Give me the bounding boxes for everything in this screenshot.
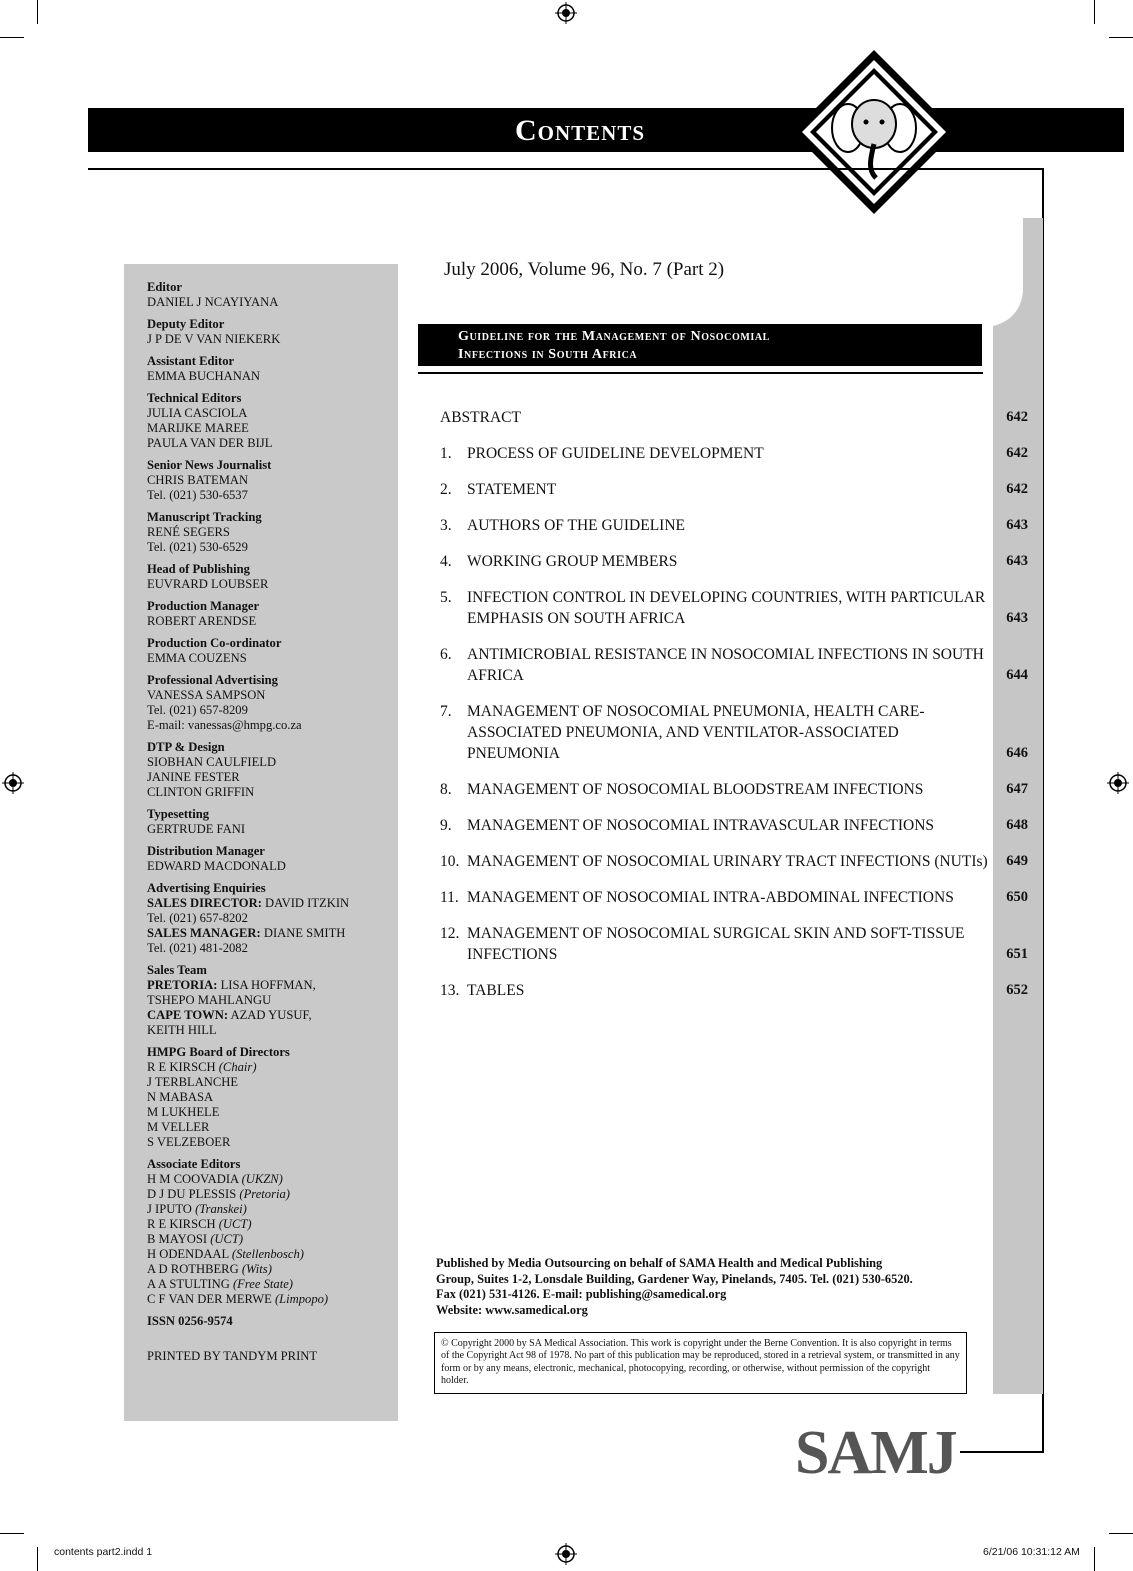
affiliation: (Free State)	[232, 1277, 293, 1291]
toc-number: 7.	[440, 703, 452, 720]
trim-mark	[1094, 1547, 1095, 1571]
trim-mark	[1109, 37, 1133, 38]
sales-manager-line	[147, 926, 398, 941]
page-title: Contents	[515, 114, 646, 147]
masthead-block	[147, 354, 398, 384]
toc-page: 643	[1006, 553, 1028, 569]
publisher-line: Fax (021) 531-4126. E-mail: publishing@samedical.org	[436, 1287, 727, 1301]
toc-entry[interactable]	[440, 443, 1028, 464]
toc-number: 10.	[440, 853, 460, 870]
timestamp-slug: 6/21/06 10:31:12 AM	[983, 1546, 1080, 1558]
toc-title: MANAGEMENT OF NOSOCOMIAL INTRA-ABDOMINAL INFECTIONS	[467, 889, 954, 906]
affiliation: (Wits)	[241, 1262, 272, 1276]
associate-line	[147, 1172, 398, 1187]
person-name: J P DE V VAN NIEKERK	[147, 332, 281, 346]
toc-title: MANAGEMENT OF NOSOCOMIAL URINARY TRACT INFECTIONS (NUTIs)	[467, 853, 988, 870]
associate-line	[147, 1187, 398, 1202]
registration-mark-icon	[555, 2, 577, 24]
printer-credit: PRINTED BY TANDYM PRINT	[147, 1349, 318, 1363]
person-name: R E KIRSCH	[147, 1217, 219, 1231]
publisher-line: Website: www.samedical.org	[436, 1302, 588, 1317]
affiliation: (UCT)	[218, 1217, 252, 1231]
role-label: Advertising Enquiries	[147, 881, 266, 895]
advertising-block	[147, 881, 398, 956]
masthead-block	[147, 599, 398, 629]
registration-mark-icon	[555, 1543, 577, 1565]
toc-number: 2.	[440, 481, 452, 498]
person-name: CLINTON GRIFFIN	[147, 785, 255, 799]
person-name: J IPUTO	[147, 1202, 196, 1216]
toc-entry[interactable]	[440, 701, 1028, 764]
person-name: ROBERT ARENDSE	[147, 614, 257, 628]
person-name: KEITH HILL	[147, 1023, 217, 1037]
affiliation: (UCT)	[210, 1232, 244, 1246]
publisher-line: Published by Media Outsourcing on behalf of SAMA Health and Medical Publishing	[436, 1256, 883, 1270]
person-name: EMMA COUZENS	[147, 651, 247, 665]
toc-entry[interactable]	[440, 515, 1028, 536]
table-of-contents	[440, 407, 1028, 1016]
toc-page: 651	[1006, 946, 1028, 962]
masthead-block	[147, 673, 398, 733]
associate-line	[147, 1202, 398, 1217]
toc-title: MANAGEMENT OF NOSOCOMIAL INTRAVASCULAR INFECTIONS	[467, 817, 935, 834]
samj-logo: SAMJ	[795, 1419, 956, 1487]
toc-page: 650	[1006, 889, 1028, 905]
affiliation: (UKZN)	[241, 1172, 283, 1186]
sales-director-line	[147, 896, 398, 911]
toc-entry[interactable]	[440, 479, 1028, 500]
role-label: Editor	[147, 280, 182, 294]
role-label: Technical Editors	[147, 391, 242, 405]
masthead-block	[147, 844, 398, 874]
registration-mark-icon	[2, 772, 24, 794]
toc-page: 652	[1006, 982, 1028, 998]
person-name: SIOBHAN CAULFIELD	[147, 755, 277, 769]
person-name: LISA HOFFMAN,	[217, 978, 316, 992]
role-label: Sales Team	[147, 963, 207, 977]
phone: Tel. (021) 530-6537	[147, 488, 248, 502]
board-block	[147, 1045, 398, 1150]
toc-entry[interactable]	[440, 644, 1028, 686]
toc-title: MANAGEMENT OF NOSOCOMIAL PNEUMONIA, HEALTH CARE-ASSOCIATED PNEUMONIA, AND VENTILATOR-ASSOCIATED PNEUMONIA	[467, 703, 925, 762]
toc-entry[interactable]	[440, 779, 1028, 800]
phone: Tel. (021) 657-8202	[147, 911, 248, 925]
toc-page: 643	[1006, 517, 1028, 533]
person-name: JANINE FESTER	[147, 770, 240, 784]
person-name: H M COOVADIA	[147, 1172, 242, 1186]
person-name: EDWARD MACDONALD	[147, 859, 286, 873]
elephant-logo-icon	[790, 48, 958, 216]
frame-line	[88, 168, 1044, 170]
person-name: DIANE SMITH	[260, 926, 346, 940]
associate-line	[147, 1247, 398, 1262]
masthead-block	[147, 740, 398, 800]
sales-team-block	[147, 963, 398, 1038]
role-label: Production Co-ordinator	[147, 636, 282, 650]
chair-role: (Chair)	[218, 1060, 257, 1074]
toc-number: 6.	[440, 646, 452, 663]
banner-line-2: Infections in South Africa	[458, 347, 638, 362]
masthead-block	[147, 636, 398, 666]
affiliation: (Limpopo)	[274, 1292, 329, 1306]
frame-line	[960, 1451, 1044, 1453]
person-name: RENÉ SEGERS	[147, 525, 230, 539]
toc-page: 642	[1006, 445, 1028, 461]
person-name: VANESSA SAMPSON	[147, 688, 266, 702]
masthead-sidebar	[124, 264, 398, 1421]
toc-number: 1.	[440, 445, 452, 462]
affiliation: (Pretoria)	[239, 1187, 290, 1201]
toc-page: 647	[1006, 781, 1028, 797]
toc-number: 12.	[440, 925, 460, 942]
toc-number: 13.	[440, 982, 460, 999]
phone: Tel. (021) 530-6529	[147, 540, 248, 554]
masthead-block	[147, 458, 398, 503]
toc-entry[interactable]	[440, 815, 1028, 836]
person-name: TSHEPO MAHLANGU	[147, 993, 272, 1007]
person-name: A D ROTHBERG	[147, 1262, 242, 1276]
toc-entry[interactable]	[440, 407, 1028, 428]
associate-line	[147, 1262, 398, 1277]
toc-title: STATEMENT	[467, 481, 557, 498]
role-label: Production Manager	[147, 599, 260, 613]
pretoria-line	[147, 978, 398, 993]
associate-line	[147, 1277, 398, 1292]
toc-number: 5.	[440, 589, 452, 606]
publisher-line: Group, Suites 1-2, Lonsdale Building, Gardener Way, Pinelands, 7405. Tel. (021) 530-6520.	[436, 1271, 913, 1286]
section-banner	[418, 324, 982, 366]
toc-number: 4.	[440, 553, 452, 570]
toc-title: ABSTRACT	[440, 409, 521, 426]
person-name: EMMA BUCHANAN	[147, 369, 261, 383]
role-label: Professional Advertising	[147, 673, 278, 687]
phone: Tel. (021) 657-8209	[147, 703, 248, 717]
publisher-info	[436, 1256, 996, 1318]
person-name: C F VAN DER MERWE	[147, 1292, 275, 1306]
role-label: HMPG Board of Directors	[147, 1045, 290, 1059]
toc-entry[interactable]	[440, 923, 1028, 965]
toc-page: 648	[1006, 817, 1028, 833]
toc-number: 11.	[440, 889, 459, 906]
affiliation: (Transkei)	[195, 1202, 247, 1216]
person-name: S VELZEBOER	[147, 1135, 231, 1149]
person-name: N MABASA	[147, 1090, 214, 1104]
toc-title: INFECTION CONTROL IN DEVELOPING COUNTRIES, WITH PARTICULAR EMPHASIS ON SOUTH AFRICA	[467, 589, 986, 627]
person-name: PAULA VAN DER BIJL	[147, 436, 273, 450]
role-label: Deputy Editor	[147, 317, 225, 331]
role-label: Senior News Journalist	[147, 458, 272, 472]
person-name: A A STULTING	[147, 1277, 233, 1291]
toc-title: TABLES	[467, 982, 525, 999]
toc-entry[interactable]	[440, 851, 1028, 872]
trim-mark	[1109, 1533, 1133, 1534]
masthead-block	[147, 391, 398, 451]
trim-mark	[1094, 0, 1095, 24]
toc-title: MANAGEMENT OF NOSOCOMIAL SURGICAL SKIN AND SOFT-TISSUE INFECTIONS	[467, 925, 965, 963]
trim-mark	[37, 1547, 38, 1571]
toc-title: AUTHORS OF THE GUIDELINE	[467, 517, 685, 534]
banner-rule	[418, 372, 983, 374]
person-name: EUVRARD LOUBSER	[147, 577, 269, 591]
banner-line-1: Guideline for the Management of Nosocomial	[458, 329, 770, 344]
person-name: J TERBLANCHE	[147, 1075, 239, 1089]
sales-manager-label: SALES MANAGER:	[147, 926, 261, 940]
person-name: B MAYOSI	[147, 1232, 211, 1246]
toc-entry[interactable]	[440, 980, 1028, 1001]
cape-town-line	[147, 1008, 398, 1023]
toc-page: 644	[1006, 667, 1028, 683]
trim-mark	[0, 1533, 24, 1534]
registration-mark-icon	[1107, 772, 1129, 794]
toc-number: 8.	[440, 781, 452, 798]
toc-page: 643	[1006, 610, 1028, 626]
toc-entry[interactable]	[440, 551, 1028, 572]
associate-line	[147, 1292, 398, 1307]
toc-entry[interactable]	[440, 887, 1028, 908]
toc-page: 649	[1006, 853, 1028, 869]
toc-title: PROCESS OF GUIDELINE DEVELOPMENT	[467, 445, 764, 462]
person-name: D J DU PLESSIS	[147, 1187, 240, 1201]
person-name: JULIA CASCIOLA	[147, 406, 248, 420]
affiliation: (Stellenbosch)	[231, 1247, 304, 1261]
associate-editors-block	[147, 1157, 398, 1307]
phone: Tel. (021) 481-2082	[147, 941, 248, 955]
chair-line	[147, 1060, 398, 1075]
person-name: DANIEL J NCAYIYANA	[147, 295, 279, 309]
role-label: Manuscript Tracking	[147, 510, 262, 524]
role-label: Distribution Manager	[147, 844, 265, 858]
sales-director-label: SALES DIRECTOR:	[147, 896, 262, 910]
person-name: AZAD YUSUF,	[228, 1008, 312, 1022]
masthead-block	[147, 510, 398, 555]
toc-number: 3.	[440, 517, 452, 534]
toc-page: 642	[1006, 409, 1028, 425]
toc-number: 9.	[440, 817, 452, 834]
role-label: Assistant Editor	[147, 354, 235, 368]
toc-page: 642	[1006, 481, 1028, 497]
toc-page: 646	[1006, 745, 1028, 761]
person-name: R E KIRSCH	[147, 1060, 219, 1074]
file-slug: contents part2.indd 1	[54, 1546, 153, 1558]
role-label: Associate Editors	[147, 1157, 241, 1171]
associate-line	[147, 1232, 398, 1247]
role-label: Head of Publishing	[147, 562, 250, 576]
trim-mark	[37, 0, 38, 24]
cape-town-label: CAPE TOWN:	[147, 1008, 229, 1022]
strip-notch	[993, 218, 1023, 326]
email: E-mail: vanessas@hmpg.co.za	[147, 718, 302, 732]
masthead-block	[147, 280, 398, 310]
person-name: DAVID ITZKIN	[261, 896, 350, 910]
person-name: GERTRUDE FANI	[147, 822, 246, 836]
toc-title: WORKING GROUP MEMBERS	[467, 553, 678, 570]
person-name: H ODENDAAL	[147, 1247, 232, 1261]
toc-title: MANAGEMENT OF NOSOCOMIAL BLOODSTREAM INFECTIONS	[467, 781, 924, 798]
issn: ISSN 0256-9574	[147, 1314, 233, 1328]
person-name: MARIJKE MAREE	[147, 421, 249, 435]
copyright-notice: © Copyright 2000 by SA Medical Association. This work is copyright under the Berne Convention. It is also copyright in terms of the Copyright Act 98 of 1978. No part of this publication may be reproduced, stored in a retrieval system, or transmitted in any form or by any means, electronic, mechanical, photocopying, recording, or otherwise, without permission of the copyright holder.	[434, 1332, 967, 1394]
masthead-block	[147, 562, 398, 592]
person-name: CHRIS BATEMAN	[147, 473, 249, 487]
masthead-block	[147, 807, 398, 837]
role-label: Typesetting	[147, 807, 210, 821]
pretoria-label: PRETORIA:	[147, 978, 218, 992]
masthead-block	[147, 317, 398, 347]
toc-entry[interactable]	[440, 587, 1028, 629]
trim-mark	[0, 37, 24, 38]
toc-title: ANTIMICROBIAL RESISTANCE IN NOSOCOMIAL INFECTIONS IN SOUTH AFRICA	[467, 646, 984, 684]
person-name: M LUKHELE	[147, 1105, 220, 1119]
person-name: M VELLER	[147, 1120, 210, 1134]
role-label: DTP & Design	[147, 740, 225, 754]
associate-line	[147, 1217, 398, 1232]
issue-info: July 2006, Volume 96, No. 7 (Part 2)	[444, 259, 725, 280]
